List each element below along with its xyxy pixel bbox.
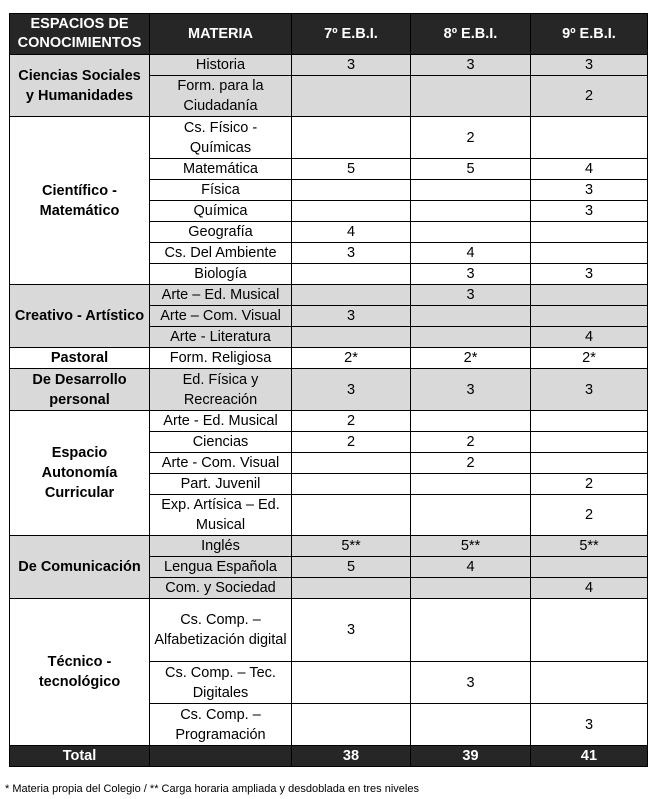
hours-7-ebi: 3 [292, 55, 411, 76]
hours-9-ebi: 2 [531, 76, 648, 117]
total-label: Total [10, 746, 150, 767]
subject-name: Matemática [150, 159, 292, 180]
hours-7-ebi [292, 180, 411, 201]
hours-8-ebi: 5 [411, 159, 531, 180]
area-label: Pastoral [10, 348, 150, 369]
hours-7-ebi: 4 [292, 222, 411, 243]
hours-9-ebi [531, 557, 648, 578]
hours-9-ebi [531, 599, 648, 662]
hours-8-ebi: 5** [411, 536, 531, 557]
hours-9-ebi [531, 411, 648, 432]
hours-7-ebi: 2* [292, 348, 411, 369]
hours-9-ebi: 3 [531, 369, 648, 411]
hours-9-ebi [531, 222, 648, 243]
hours-8-ebi: 2* [411, 348, 531, 369]
subject-name: Cs. Físico - Químicas [150, 117, 292, 159]
hours-9-ebi: 2 [531, 495, 648, 536]
subject-name: Arte - Literatura [150, 327, 292, 348]
table-row [10, 369, 648, 411]
hours-9-ebi: 3 [531, 201, 648, 222]
hours-7-ebi [292, 76, 411, 117]
subject-name: Arte - Ed. Musical [150, 411, 292, 432]
subject-name: Arte - Com. Visual [150, 453, 292, 474]
hours-7-ebi: 5 [292, 557, 411, 578]
hours-8-ebi [411, 306, 531, 327]
subject-name: Form. para la Ciudadanía [150, 76, 292, 117]
hours-9-ebi [531, 243, 648, 264]
area-label: Científico - Matemático [10, 117, 150, 285]
hours-8-ebi [411, 495, 531, 536]
subject-name: Lengua Española [150, 557, 292, 578]
hours-9-ebi: 3 [531, 264, 648, 285]
hours-9-ebi: 5** [531, 536, 648, 557]
hours-9-ebi: 3 [531, 55, 648, 76]
area-label: De Desarrollo personal [10, 369, 150, 411]
total-9-ebi: 41 [531, 746, 648, 767]
hours-8-ebi: 3 [411, 285, 531, 306]
hours-8-ebi: 4 [411, 557, 531, 578]
hours-9-ebi: 3 [531, 180, 648, 201]
header-9-ebi: 9º E.B.I. [531, 14, 648, 55]
table-row [10, 285, 648, 306]
hours-9-ebi [531, 453, 648, 474]
hours-8-ebi [411, 411, 531, 432]
hours-9-ebi: 3 [531, 704, 648, 746]
hours-7-ebi: 3 [292, 369, 411, 411]
subject-name: Biología [150, 264, 292, 285]
subject-name: Exp. Artísica – Ed. Musical [150, 495, 292, 536]
hours-7-ebi [292, 578, 411, 599]
hours-8-ebi [411, 76, 531, 117]
hours-7-ebi [292, 453, 411, 474]
hours-8-ebi: 3 [411, 264, 531, 285]
footnote: * Materia propia del Colegio / ** Carga horaria ampliada y desdoblada en tres niveles [5, 783, 419, 795]
hours-7-ebi [292, 327, 411, 348]
hours-8-ebi [411, 704, 531, 746]
hours-8-ebi [411, 578, 531, 599]
hours-8-ebi [411, 201, 531, 222]
total-row [10, 746, 648, 767]
hours-9-ebi: 4 [531, 159, 648, 180]
subject-name: Geografía [150, 222, 292, 243]
subject-name: Química [150, 201, 292, 222]
hours-7-ebi [292, 264, 411, 285]
hours-9-ebi: 4 [531, 327, 648, 348]
table-body [10, 55, 648, 746]
hours-8-ebi: 2 [411, 117, 531, 159]
hours-8-ebi [411, 180, 531, 201]
hours-9-ebi [531, 432, 648, 453]
subject-name: Historia [150, 55, 292, 76]
table-row [10, 55, 648, 76]
hours-8-ebi: 2 [411, 432, 531, 453]
hours-8-ebi: 2 [411, 453, 531, 474]
table-row [10, 117, 648, 159]
hours-7-ebi [292, 474, 411, 495]
hours-7-ebi [292, 117, 411, 159]
total-materia-empty [150, 746, 292, 767]
hours-7-ebi: 3 [292, 243, 411, 264]
subject-name: Cs. Comp. – Programación [150, 704, 292, 746]
hours-7-ebi: 2 [292, 432, 411, 453]
table-header-row [10, 14, 648, 55]
area-label: Técnico - tecnológico [10, 599, 150, 746]
subject-name: Part. Juvenil [150, 474, 292, 495]
hours-9-ebi [531, 117, 648, 159]
area-label: Creativo - Artístico [10, 285, 150, 348]
subject-name: Física [150, 180, 292, 201]
hours-9-ebi [531, 306, 648, 327]
subject-name: Com. y Sociedad [150, 578, 292, 599]
table-row [10, 536, 648, 557]
hours-7-ebi [292, 704, 411, 746]
hours-7-ebi: 5** [292, 536, 411, 557]
subject-name: Form. Religiosa [150, 348, 292, 369]
hours-7-ebi: 2 [292, 411, 411, 432]
header-8-ebi: 8º E.B.I. [411, 14, 531, 55]
hours-7-ebi [292, 285, 411, 306]
hours-9-ebi: 4 [531, 578, 648, 599]
total-7-ebi: 38 [292, 746, 411, 767]
hours-7-ebi [292, 495, 411, 536]
subject-name: Inglés [150, 536, 292, 557]
area-label: Espacio Autonomía Curricular [10, 411, 150, 536]
hours-8-ebi: 3 [411, 55, 531, 76]
subject-name: Arte – Com. Visual [150, 306, 292, 327]
area-label: De Comunicación [10, 536, 150, 599]
subject-name: Arte – Ed. Musical [150, 285, 292, 306]
subject-name: Cs. Comp. – Tec. Digitales [150, 662, 292, 704]
subject-name: Ciencias [150, 432, 292, 453]
subject-name: Ed. Física y Recreación [150, 369, 292, 411]
hours-9-ebi: 2 [531, 474, 648, 495]
curriculum-table [9, 13, 648, 767]
hours-7-ebi [292, 201, 411, 222]
hours-8-ebi: 3 [411, 662, 531, 704]
hours-7-ebi [292, 662, 411, 704]
table-row [10, 599, 648, 662]
hours-7-ebi: 3 [292, 306, 411, 327]
hours-9-ebi: 2* [531, 348, 648, 369]
table-row [10, 348, 648, 369]
hours-7-ebi: 5 [292, 159, 411, 180]
hours-7-ebi: 3 [292, 599, 411, 662]
area-label: Ciencias Sociales y Humanidades [10, 55, 150, 117]
hours-8-ebi [411, 599, 531, 662]
header-materia: MATERIA [150, 14, 292, 55]
hours-9-ebi [531, 662, 648, 704]
subject-name: Cs. Comp. – Alfabetización digital [150, 599, 292, 662]
table-row [10, 411, 648, 432]
header-7-ebi: 7º E.B.I. [292, 14, 411, 55]
hours-8-ebi [411, 474, 531, 495]
hours-8-ebi [411, 222, 531, 243]
hours-8-ebi [411, 327, 531, 348]
hours-8-ebi: 3 [411, 369, 531, 411]
total-8-ebi: 39 [411, 746, 531, 767]
subject-name: Cs. Del Ambiente [150, 243, 292, 264]
hours-8-ebi: 4 [411, 243, 531, 264]
header-espacios: ESPACIOS DE CONOCIMIENTOS [10, 14, 150, 55]
hours-9-ebi [531, 285, 648, 306]
